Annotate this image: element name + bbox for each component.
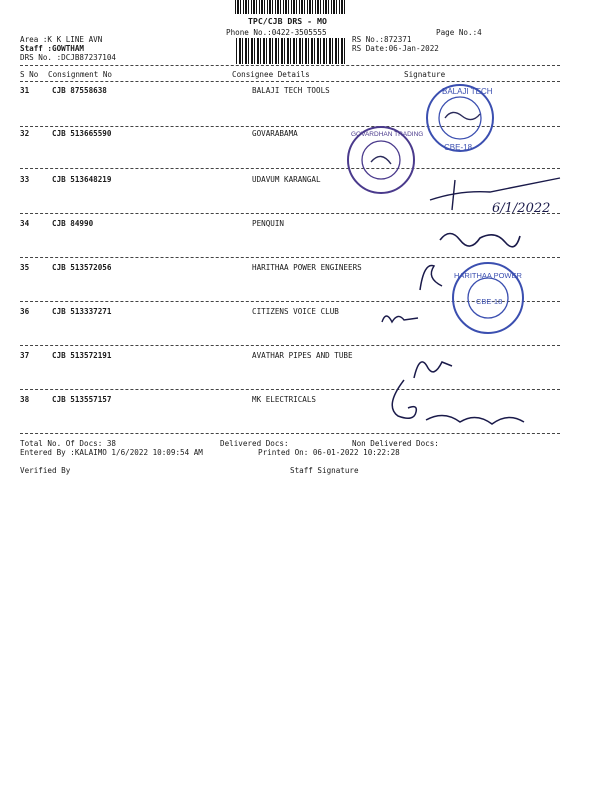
row-sno: 36: [20, 307, 30, 316]
non-delivered-docs: Non Delivered Docs:: [352, 439, 439, 448]
signature-udavum: [420, 170, 580, 220]
row-sno: 38: [20, 395, 30, 404]
signature-mk: [384, 376, 534, 440]
row-consignment: CJB 513665590: [52, 129, 112, 138]
row-consignment: CJB 84990: [52, 219, 94, 228]
row-sno: 33: [20, 175, 30, 184]
row-consignee: BALAJI TECH TOOLS: [252, 86, 330, 95]
row-sno: 35: [20, 263, 30, 272]
row-consignee: CITIZENS VOICE CLUB: [252, 307, 339, 316]
row-consignment: CJB 513572191: [52, 351, 112, 360]
top-barcode: [235, 0, 345, 14]
row-consignee: PENQUIN: [252, 219, 285, 228]
balaji-stamp: [420, 80, 500, 160]
row-sno: 34: [20, 219, 30, 228]
handwritten-date: 6/1/2022: [492, 201, 551, 216]
row-sno: 37: [20, 351, 30, 360]
col-sno: S No: [20, 70, 39, 79]
entered-by: Entered By :KALAIMO 1/6/2022 10:09:54 AM: [20, 448, 203, 457]
staff-signature: Staff Signature: [290, 466, 359, 475]
signature-haritha: [412, 256, 452, 296]
row-consignment: CJB 513557157: [52, 395, 112, 404]
page-number: Page No.:4: [436, 28, 482, 37]
row-consignment: CJB 513337271: [52, 307, 112, 316]
drs-barcode: [236, 38, 346, 64]
row-sno: 31: [20, 86, 30, 95]
col-consignee: Consignee Details: [232, 70, 310, 79]
rs-date: RS Date:06-Jan-2022: [352, 44, 439, 53]
signature-penquin: [435, 222, 525, 256]
row-consignee: MK ELECTRICALS: [252, 395, 317, 404]
govara-stamp-text: GOVARDHAN TRADING: [351, 131, 424, 138]
row-divider: [20, 168, 560, 169]
document-title: TPC/CJB DRS - MO: [248, 16, 327, 26]
printed-on: Printed On: 06-01-2022 10:22:28: [258, 448, 400, 457]
area-label: Area :K K LINE AVN: [20, 35, 103, 44]
rs-number: RS No.:872371: [352, 35, 412, 44]
balaji-stamp-bottom: CBE-18: [444, 143, 473, 152]
col-consignment: Consignment No: [48, 70, 113, 79]
row-consignee: UDAVUM KARANGAL: [252, 175, 321, 184]
col-signature: Signature: [404, 70, 446, 79]
drs-number: DRS No. :DCJB87237104: [20, 53, 117, 62]
verified-by: Verified By: [20, 466, 71, 475]
row-divider: [20, 345, 560, 346]
row-consignment: CJB 513572056: [52, 263, 112, 272]
row-consignee: GOVARABAMA: [252, 129, 298, 138]
header-divider: [20, 65, 560, 66]
signature-citizens: [378, 306, 428, 330]
delivered-docs: Delivered Docs:: [220, 439, 289, 448]
row-sno: 32: [20, 129, 30, 138]
row-consignee: HARITHAA POWER ENGINEERS: [252, 263, 362, 272]
row-consignee: AVATHAR PIPES AND TUBE: [252, 351, 353, 360]
haritha-stamp-top: HARITHAA POWER: [454, 271, 522, 280]
govara-stamp: [343, 122, 424, 200]
haritha-stamp: [448, 258, 532, 342]
phone-number: Phone No.:0422-3505555: [226, 28, 327, 37]
total-docs: Total No. Of Docs: 38: [20, 439, 117, 448]
row-consignment: CJB 87558638: [52, 86, 107, 95]
staff-label: Staff :GOWTHAM: [20, 44, 85, 53]
haritha-stamp-bottom: CBE-18: [476, 297, 503, 306]
balaji-stamp-top: BALAJI TECH: [442, 87, 493, 96]
row-consignment: CJB 513648219: [52, 175, 112, 184]
